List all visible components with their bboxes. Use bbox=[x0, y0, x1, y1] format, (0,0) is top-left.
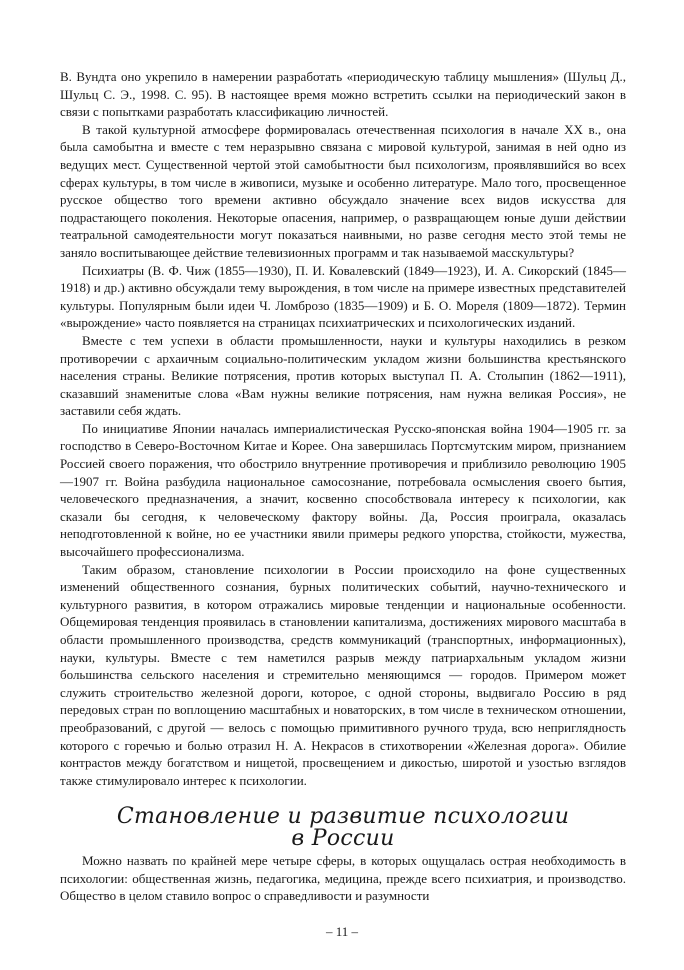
section-body-text bbox=[60, 852, 626, 905]
body-text bbox=[60, 68, 626, 789]
paragraph-russo-japanese-war: По инициативе Японии началась империалистическая Русско-японская война 1904—1905 гг. за господство в Северо-Восточном Китае и Корее. Она завершилась Портсмутским миром, признанием Россией своего поражения, что обострило внутренние противоречия и приблизило революцию 1905—1907 гг. Война разбудила национальное самосознание, потребовала осмысления своего бытия, человеческого предназначения, а значит, косвенно способствовала интересу к психологии, как сказали бы сегодня, к человеческому фактору войны. Да, Россия проиграла, оказалась неподготовленной к войне, но ее участники явили примеры редкого упорства, стойкости, мужества, высочайшего профессионализма. bbox=[60, 420, 626, 560]
paragraph-cultural-atmosphere: В такой культурной атмосфере формировалась отечественная психология в начале XX в., она была самобытна и вместе с тем неразрывно связана с мировой культурой, занимая в ней одно из ведущих мест. Существенной чертой этой самобытности был психологизм, проявлявшийся во всех сферах культуры, в том числе в живописи, музыке и особенно литературе. Мало того, просвещенное русское общество того времени активно обсуждало значение всех видов искусства для подрастающего поколения. Некоторые опасения, например, о развращающем юные души действии театральной самодеятельности могут показаться наивными, но разве сегодня место этой темы не заняло воспитывающее действие телевизионных программ и так называемой масскультуры? bbox=[60, 121, 626, 260]
paragraph-continuation: В. Вундта оно укрепило в намерении разработать «периодическую таблицу мышления» (Шульц Д., Шульц С. Э., 1998. С. 95). В настоящее время можно встретить ссылки на периодический закон в связи с попытками разработать классификацию личностей. bbox=[60, 69, 626, 120]
paragraph-industry-contradictions: Вместе с тем успехи в области промышленности, науки и культуры находились в резком противоречии с архаичным социально-политическим укладом жизни большинства крестьянского населения страны. Великие потрясения, против которых выступал П. А. Столыпин (1862—1911), сказавший знаменитые слова «Вам нужны великие потрясения, нам нужна великая Россия», не заставили себя ждать. bbox=[60, 332, 626, 419]
paragraph-four-spheres: Можно назвать по крайней мере четыре сферы, в которых ощущалась острая необходимость в психологии: общественная жизнь, педагогика, медицина, прежде всего психиатрия, и производство. Общество в целом ставило вопрос о справедливости и разумности bbox=[60, 853, 626, 904]
paragraph-psychiatrists: Психиатры (В. Ф. Чиж (1855—1930), П. И. Ковалевский (1849—1923), И. А. Сикорский (1845—1918) и др.) активно обсуждали тему вырождения, в том числе на примере известных представителей культуры. Популярным были идеи Ч. Ломброзо (1835—1909) и Б. О. Мореля (1809—1872). Термин «вырождение» часто появляется на страницах психиатрических и психологических изданий. bbox=[60, 262, 626, 331]
section-heading bbox=[60, 806, 626, 850]
paragraph-conclusion: Таким образом, становление психологии в России происходило на фоне существенных изменений общественного сознания, бурных политических событий, научно-технического и культурного развития, в котором отражались мировые тенденции и национальные особенности. Общемировая тенденция проявилась в становлении капитализма, достижениях мирового масштаба в области промышленного производства, средств коммуникаций (транспортных, информационных), науки, культуры. Вместе с тем наметился разрыв между патриархальным укладом жизни большинства сельского населения и стремительно меняющимся — городов. Примером может служить строительство железной дороги, которое, с одной стороны, выдвигало Россию в ряд передовых стран по воплощению масштабных и новаторских, в том числе в техническом отношении, преобразований, с другой — велось с помощью примитивного ручного труда, всю неприглядность которого с горечью и болью отразил Н. А. Некрасов в стихотворении «Железная дорога». Обилие контрастов между богатством и нищетой, просвещением и дикостью, широтой и узостью взглядов также стимулировало интерес к психологии. bbox=[60, 561, 626, 788]
section-heading-line-1: Становление и развитие психологии bbox=[116, 804, 570, 830]
page-number: – 11 – bbox=[325, 924, 359, 939]
section-heading-line-2: в России bbox=[291, 826, 395, 852]
